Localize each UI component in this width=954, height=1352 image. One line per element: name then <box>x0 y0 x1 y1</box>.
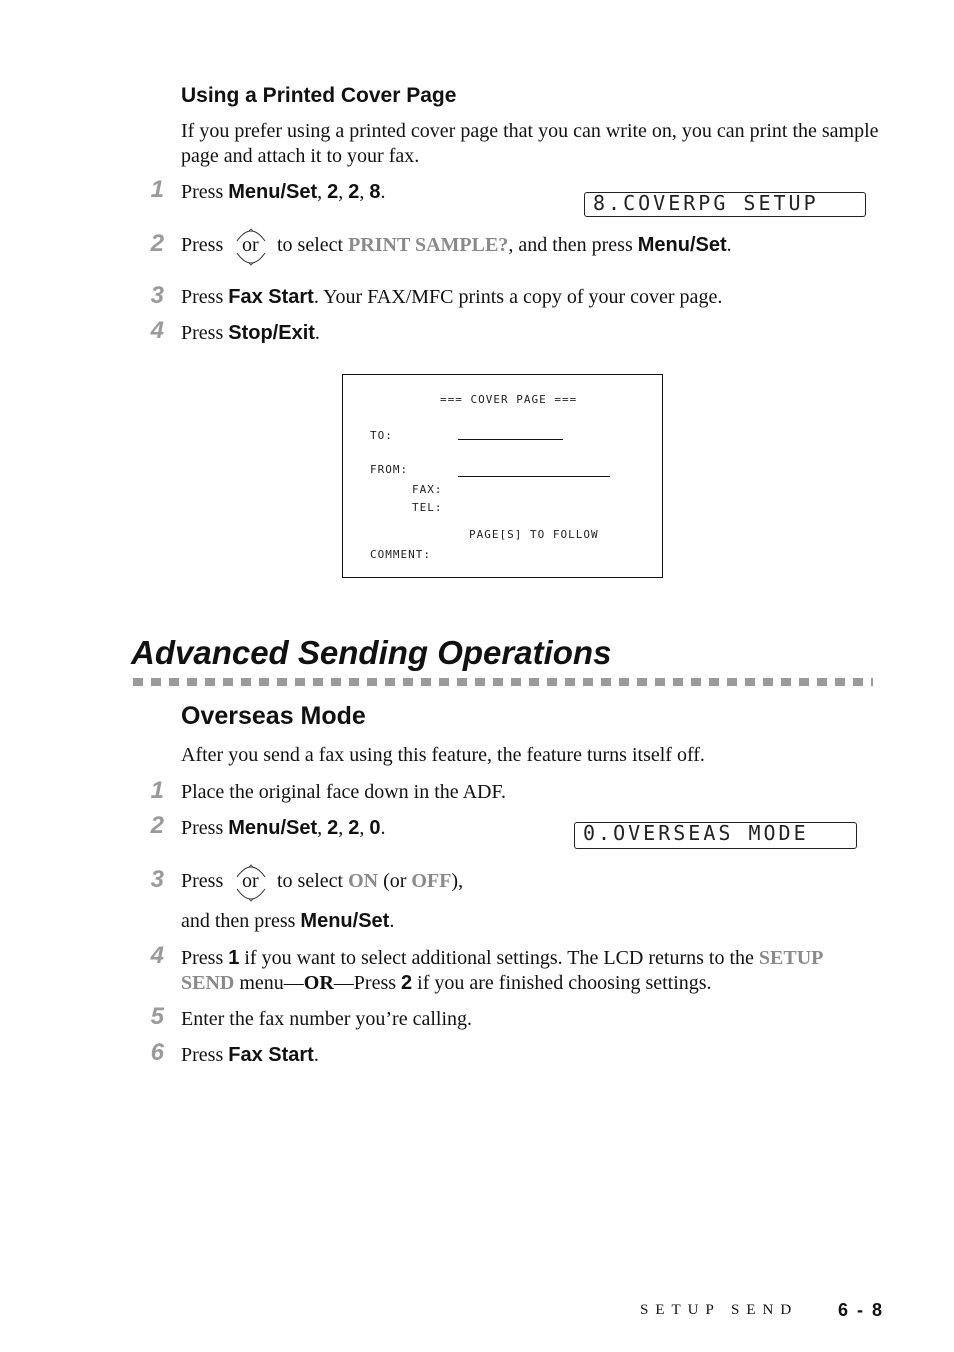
step-number: 5 <box>150 1003 164 1030</box>
step-number: 4 <box>150 942 164 969</box>
step-text-part: . <box>313 1044 319 1066</box>
step-text-part: if you are finished choosing settings. <box>412 972 712 994</box>
step-text-part: —Press <box>333 972 402 994</box>
key-label: 2 <box>401 972 413 994</box>
lcd-display: 0.OVERSEAS MODE <box>574 822 857 849</box>
cover-pages-label: PAGE[S] TO FOLLOW <box>469 528 599 541</box>
footer-section-name: SETUP SEND <box>640 1302 799 1318</box>
step-text-part: , <box>338 181 349 203</box>
section-intro: After you send a fax using this feature, the feature turns itself off. <box>181 744 705 766</box>
or-label: or <box>242 234 259 256</box>
lcd-display: 8.COVERPG SETUP <box>584 192 866 217</box>
step-text-press: Press <box>181 234 224 256</box>
step-text-part: to select <box>277 234 349 256</box>
step-text-part: , <box>317 817 328 839</box>
step-text-part: . Your FAX/MFC prints a copy of your cover page. <box>313 286 723 308</box>
step-text <box>181 816 386 841</box>
step-number: 1 <box>150 777 164 804</box>
step-text-part: Press <box>181 817 229 839</box>
key-label: Menu/Set <box>300 910 390 932</box>
cover-from-label: FROM: <box>370 463 409 476</box>
step-text-part: Press <box>181 286 229 308</box>
step-text-part: Press <box>181 1044 229 1066</box>
key-label: Fax Start <box>228 286 314 308</box>
step-text-part: ), <box>451 870 464 892</box>
step-text-part: , and then press <box>508 234 638 256</box>
or-label: or <box>242 870 259 892</box>
menu-name: SETUP <box>758 947 824 969</box>
section-heading-overseas-mode: Overseas Mode <box>181 702 366 730</box>
step-text <box>181 946 881 996</box>
step-number: 3 <box>150 866 164 893</box>
key-label: 2 <box>348 817 360 839</box>
key-label: 8 <box>369 181 381 203</box>
section-heading-cover-page: Using a Printed Cover Page <box>181 84 457 107</box>
step-text <box>181 285 722 310</box>
lcd-option: OFF <box>411 870 452 892</box>
step-text-part: , <box>359 181 370 203</box>
key-label: 2 <box>327 817 339 839</box>
step-text: Place the original face down in the ADF. <box>181 781 506 803</box>
step-text-part: , <box>317 181 328 203</box>
step-number: 3 <box>150 282 164 309</box>
title-divider <box>133 678 873 686</box>
step-text <box>181 180 386 205</box>
key-label: 2 <box>327 181 339 203</box>
step-text-part: . <box>314 322 320 344</box>
step-text-part: menu— <box>234 972 304 994</box>
key-label: 2 <box>348 181 360 203</box>
step-number: 1 <box>150 176 164 203</box>
key-label: Menu/Set <box>228 817 318 839</box>
cover-comment-label: COMMENT: <box>370 548 431 561</box>
step-text-part: if you want to select additional settings. The LCD returns to the <box>239 947 759 969</box>
chapter-title: Advanced Sending Operations <box>131 634 612 671</box>
step-text <box>277 233 732 258</box>
key-label: Stop/Exit <box>228 322 315 344</box>
step-text-part: . <box>389 910 395 932</box>
step-number: 4 <box>150 317 164 344</box>
lcd-option: ON <box>348 870 379 892</box>
menu-name: SEND <box>181 972 235 994</box>
cover-fax-label: FAX: <box>412 483 443 496</box>
key-label: 0 <box>369 817 381 839</box>
step-text <box>277 869 463 894</box>
cover-tel-label: TEL: <box>412 501 443 514</box>
or-emphasis: OR <box>303 972 334 994</box>
step-text-part: , <box>338 817 349 839</box>
step-text-part: Press <box>181 947 229 969</box>
page-number: 6 - 8 <box>838 1300 885 1320</box>
step-number: 2 <box>150 812 164 839</box>
key-label: Menu/Set <box>228 181 318 203</box>
lcd-option: PRINT SAMPLE? <box>348 234 509 256</box>
step-text: Enter the fax number you’re calling. <box>181 1008 472 1030</box>
step-text-press: Press <box>181 870 224 892</box>
step-text-part: (or <box>378 870 412 892</box>
key-label: Fax Start <box>228 1044 314 1066</box>
step-text-part: , <box>359 817 370 839</box>
cover-from-line <box>458 476 610 477</box>
step-text-part: Press <box>181 322 229 344</box>
cover-page-sample <box>342 374 663 578</box>
cover-to-label: TO: <box>370 429 393 442</box>
section-intro: If you prefer using a printed cover page that you can write on, you can print the sample page and attach it to your fax. <box>181 120 879 167</box>
step-text <box>181 909 394 934</box>
step-text-part: . <box>380 181 386 203</box>
step-number: 6 <box>150 1039 164 1066</box>
key-label: Menu/Set <box>637 234 727 256</box>
cover-to-line <box>458 439 563 440</box>
step-text-part: to select <box>277 870 349 892</box>
cover-title: === COVER PAGE === <box>440 393 578 406</box>
step-text-part: . <box>726 234 732 256</box>
step-number: 2 <box>150 230 164 257</box>
step-text-part: Press <box>181 181 229 203</box>
step-text <box>181 321 320 346</box>
step-text-part: . <box>380 817 386 839</box>
key-label: 1 <box>228 947 240 969</box>
step-text-part: and then press <box>181 910 301 932</box>
step-text <box>181 1043 319 1068</box>
